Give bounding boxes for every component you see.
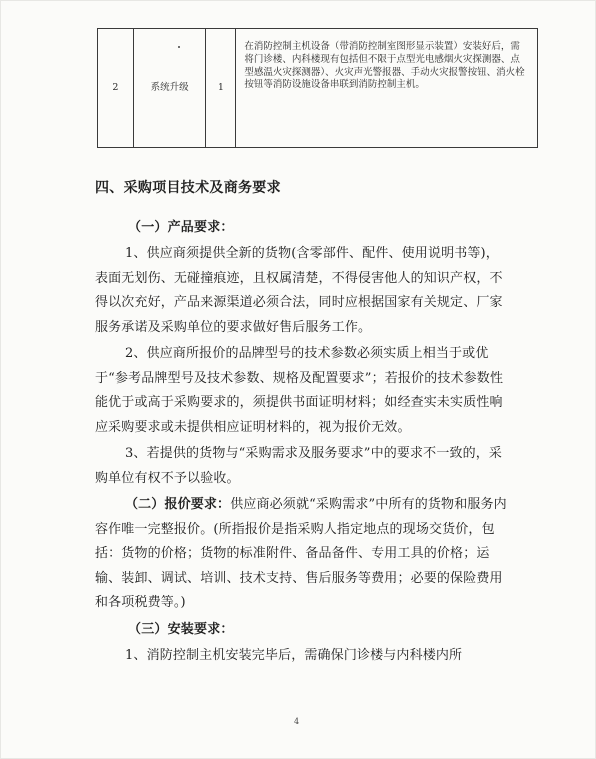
equipment-table xyxy=(97,28,538,148)
paragraph-pricing xyxy=(95,493,510,616)
subheading-pricing-requirements: （二）报价要求： xyxy=(125,497,231,512)
row-number: 2 xyxy=(98,29,134,147)
pricing-text: 供应商必须就“采购需求”中所有的货物和服务内容作唯一完整报价。(所指报价是指采购人指定地点的现场交货价，包括：货物的价格；货物的标准附件、备品备件、专用工具的价格；运输、装卸、调试、培训、技术支持、售后服务等费用；必要的保险费用和各项税费等。) xyxy=(95,497,507,610)
page-content xyxy=(95,177,510,670)
paragraph-installation-1: 1、消防控制主机安装完毕后，需确保门诊楼与内科楼内所 xyxy=(125,647,463,663)
item-name: 系统升级 xyxy=(134,29,207,147)
scan-mark xyxy=(178,46,180,48)
page-number: 4 xyxy=(294,717,300,726)
subheading-installation-requirements: （三）安装要求： xyxy=(128,621,234,637)
paragraph-product-1: 1、供应商须提供全新的货物(含零部件、配件、使用说明书等)，表面无划伤、无碰撞痕迹，且权属清楚，不得侵害他人的知识产权，不得以次充好，产品来源渠道必须合法，同时应根据国家有关规定、厂家服务承诺及采购单位的要求做好售后服务工作。 xyxy=(95,246,503,335)
item-description: 在消防控制主机设备（带消防控制室图形显示装置）安装好后，需将门诊楼、内科楼现有包括但不限于点型光电感烟火灾探测器、点型感温火灾探测器）、火灾声光警报器、手动火灾报警按钮、消火栓按钮等消防设施设备串联到消防控制主机。 xyxy=(244,41,525,91)
section-title: 四、采购项目技术及商务要求 xyxy=(95,180,281,196)
paragraph-product-3: 3、若提供的货物与“采购需求及服务要求”中的要求不一致的，采购单位有权不予以验收。 xyxy=(95,446,503,486)
paragraph-product-2: 2、供应商所报价的品牌型号的技术参数必须实质上相当于或优于“参考品牌型号及技术参数、规格及配置要求”；若报价的技术参数性能优于或高于采购要求的，须提供书面证明材料；如经查实未实质性响应采购要求或未提供相应证明材料的，视为报价无效。 xyxy=(95,346,504,435)
item-quantity: 1 xyxy=(206,29,236,147)
subheading-product-requirements: （一）产品要求： xyxy=(128,220,234,235)
table-row xyxy=(98,29,537,147)
